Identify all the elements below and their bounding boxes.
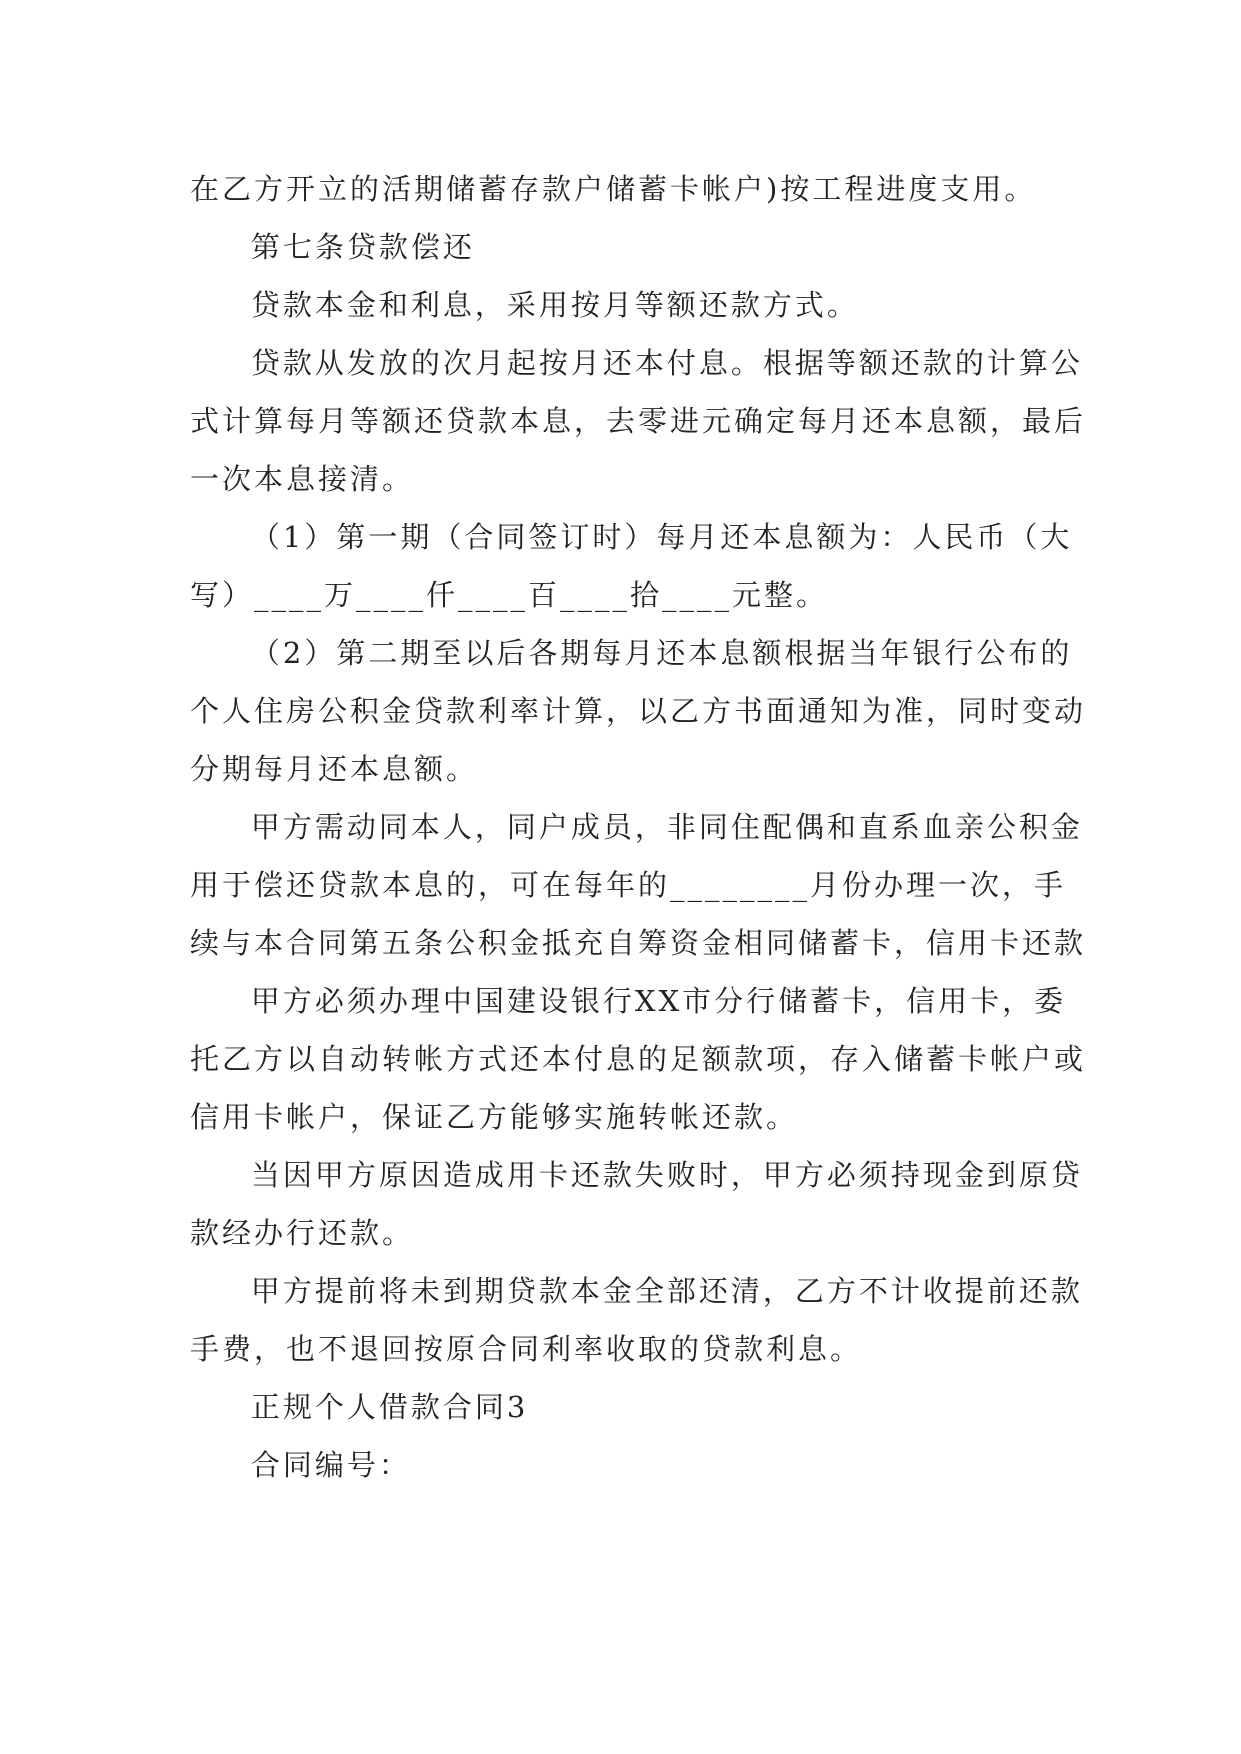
- contract-title: 正规个人借款合同3: [250, 1390, 529, 1424]
- paragraph-second-period: （2）第二期至以后各期每月还本息额根据当年银行公布的个人住房公积金贷款利率计算，以乙方书面通知为准，同时变动分期每月还本息额。: [190, 636, 1087, 786]
- paragraph-card-failure: 当因甲方原因造成用卡还款失败时，甲方必须持现金到原贷款经办行还款。: [190, 1158, 1083, 1250]
- document-body: [190, 160, 1090, 1494]
- paragraph-savings-card: 甲方必须办理中国建设银行XX市分行储蓄卡，信用卡，委托乙方以自动转帐方式还本付息的足额款项，存入储蓄卡帐户或信用卡帐户，保证乙方能够实施转帐还款。: [190, 984, 1087, 1134]
- contract-number-label: 合同编号：: [250, 1448, 411, 1482]
- section-heading-article-7: 第七条贷款偿还: [250, 230, 475, 264]
- paragraph-provident-fund: 甲方需动同本人，同户成员，非同住配偶和直系血亲公积金用于偿还贷款本息的，可在每年的________月份办理一次，手续与本合同第五条公积金抵充自筹资金相同储蓄卡，信用卡还款: [190, 810, 1087, 960]
- paragraph-early-repayment: 甲方提前将未到期贷款本金全部还清，乙方不计收提前还款手费，也不退回按原合同利率收取的贷款利息。: [190, 1274, 1083, 1366]
- paragraph-continuation: 在乙方开立的活期储蓄存款户储蓄卡帐户)按工程进度支用。: [190, 172, 1037, 206]
- paragraph-first-period: （1）第一期（合同签订时）每月还本息额为：人民币（大写）____万____仟____百____拾____元整。: [190, 520, 1073, 612]
- paragraph-repayment-method: 贷款本金和利息，采用按月等额还款方式。: [250, 288, 859, 322]
- paragraph-repayment-schedule: 贷款从发放的次月起按月还本付息。根据等额还款的计算公式计算每月等额还贷款本息，去零进元确定每月还本息额，最后一次本息接清。: [190, 346, 1087, 496]
